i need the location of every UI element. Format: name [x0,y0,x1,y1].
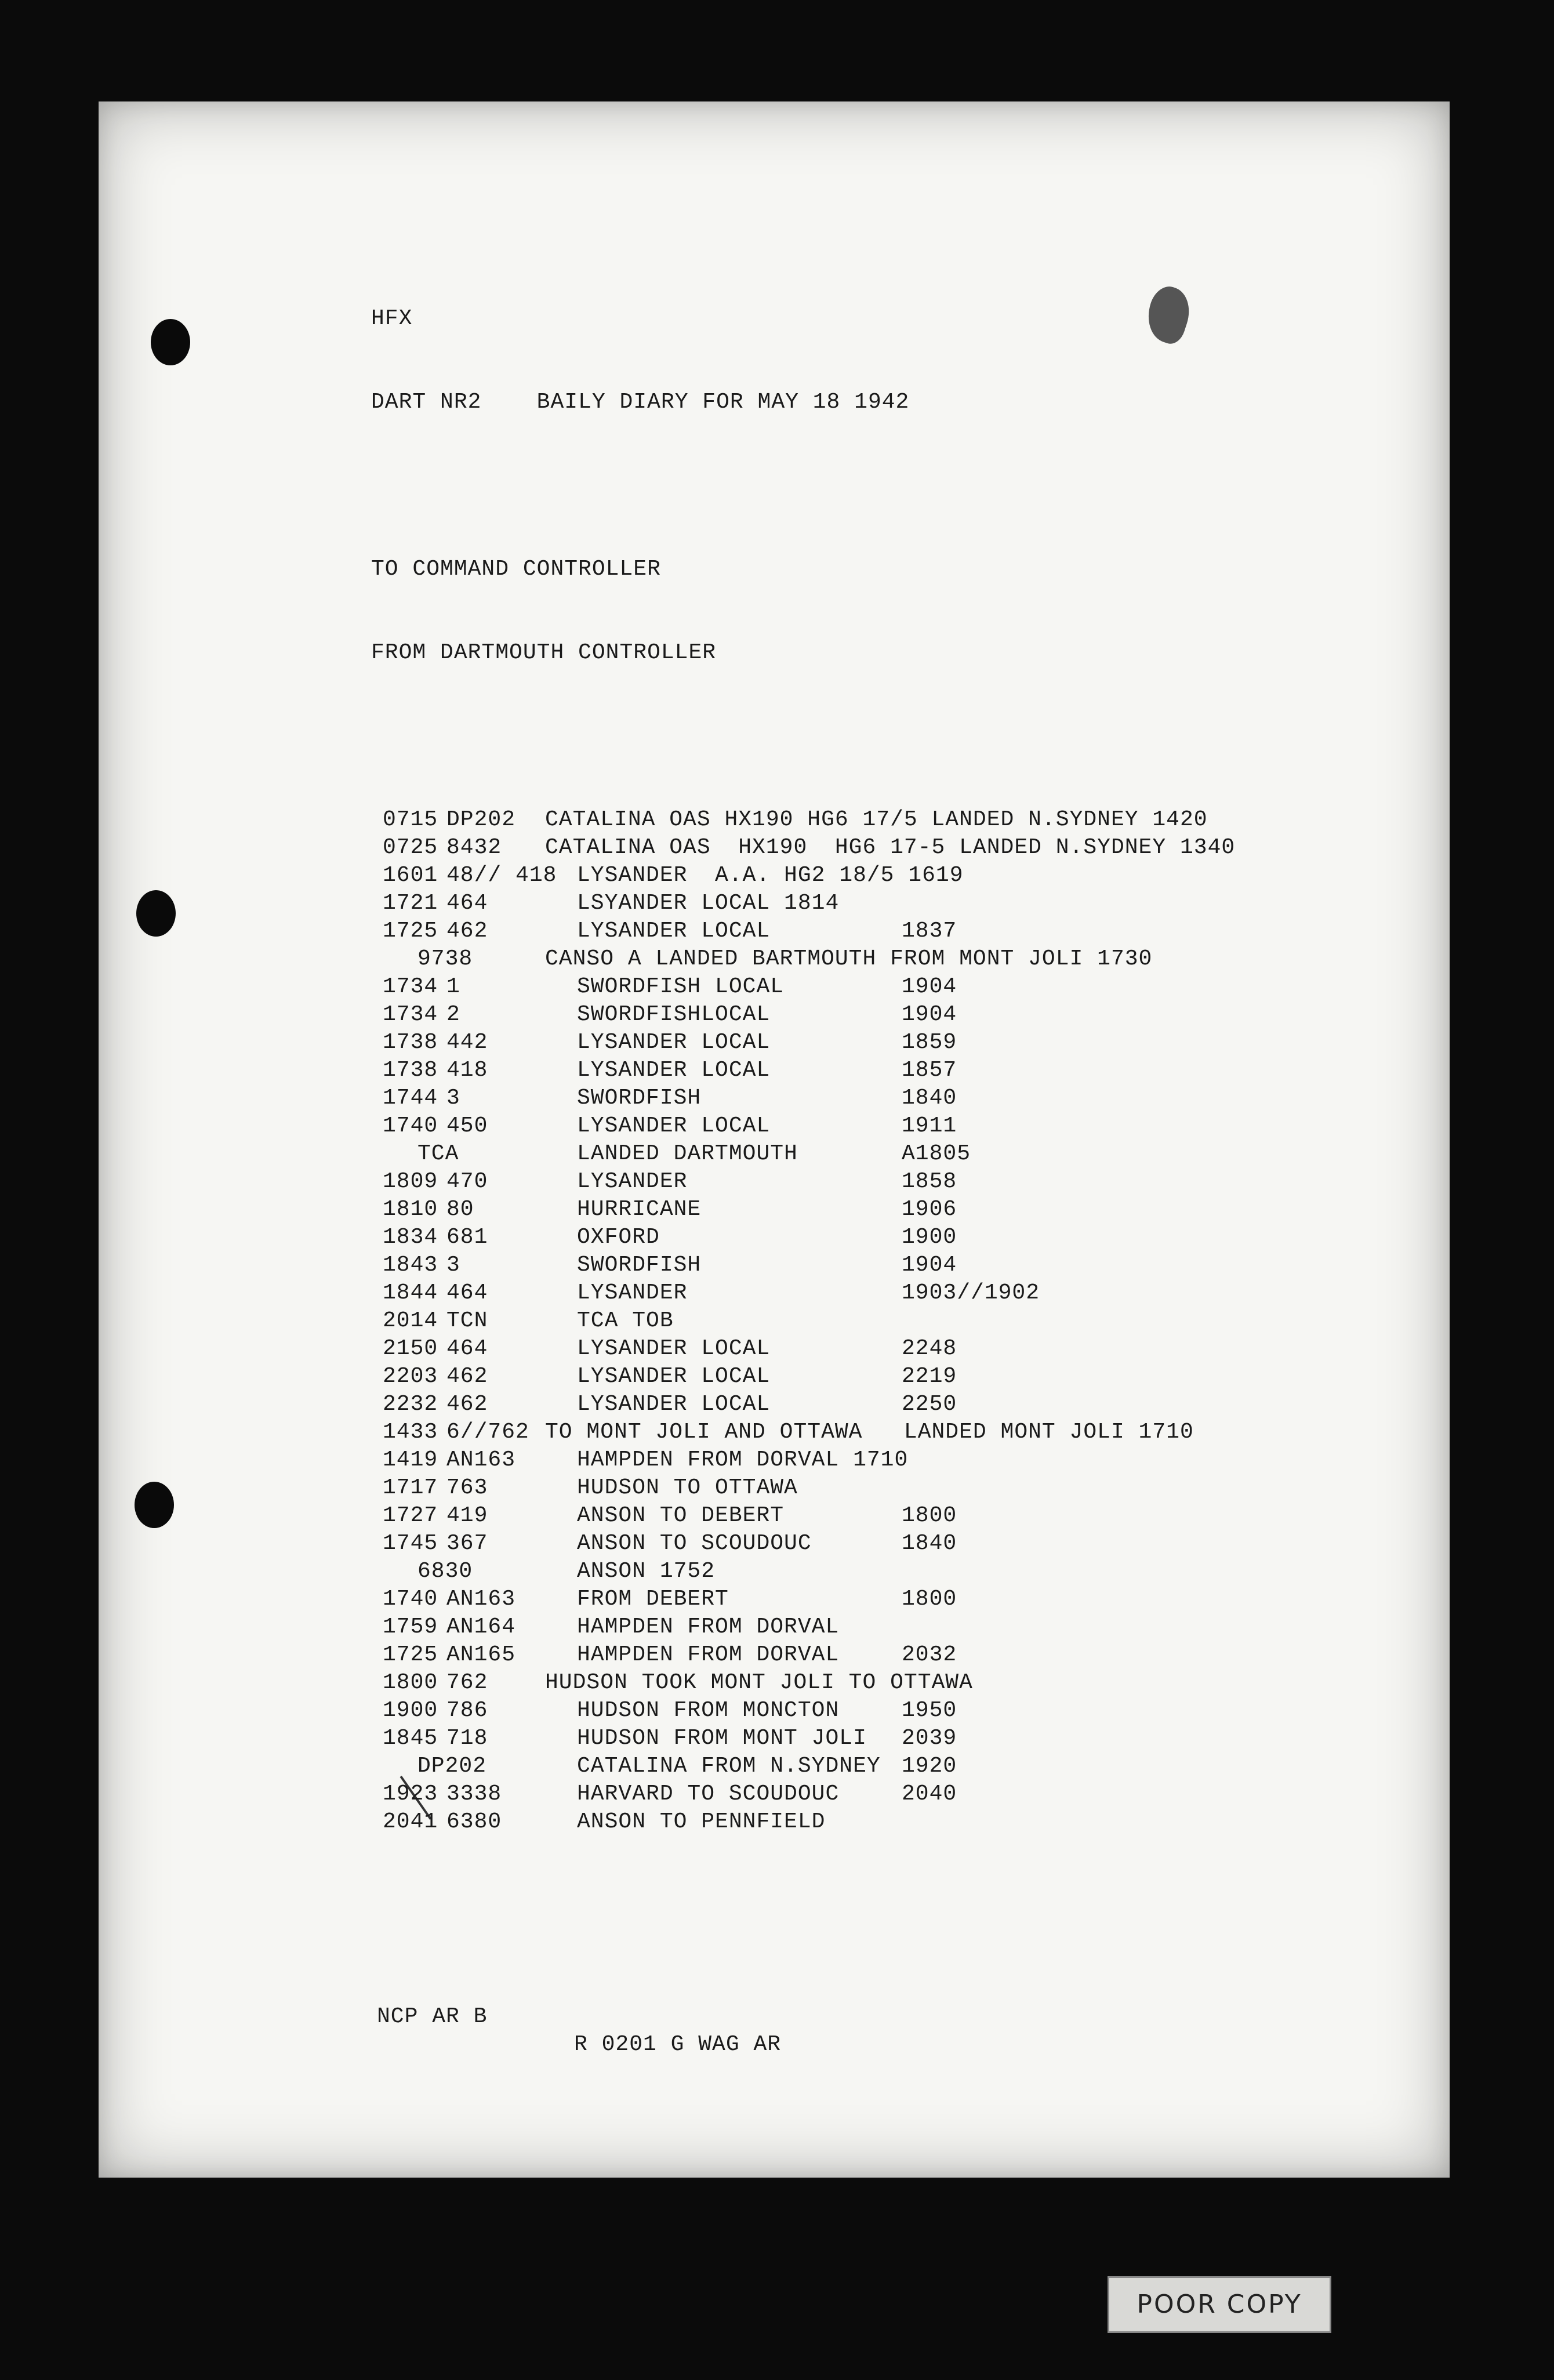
entry-time: 1419 [383,1447,438,1472]
diary-row [371,1251,957,1279]
entry-description: FROM DEBERT [577,1587,729,1612]
diary-title: BAILY DIARY FOR MAY 18 1942 [536,390,910,415]
entry-time: 1727 [383,1503,438,1528]
diary-row [371,1140,971,1168]
entry-time: 1810 [383,1197,438,1222]
poor-copy-stamp: POOR COPY [1108,2276,1331,2333]
aircraft-id: AN163 [446,1447,516,1472]
aircraft-id: 462 [446,1392,488,1417]
landed-time: 1920 [902,1754,957,1779]
landed-time: 2219 [902,1364,957,1389]
entry-description: TCA TOB [577,1308,674,1333]
landed-time: 2040 [902,1782,957,1806]
landed-time: 1800 [902,1503,957,1528]
diary-row [371,1363,957,1391]
diary-text [371,249,1236,2057]
aircraft-id: 8432 [446,835,502,860]
diary-row [371,1502,957,1530]
entry-time: 1725 [383,919,438,944]
diary-row [371,1307,909,1335]
aircraft-id: 786 [446,1698,488,1723]
entry-time: 1745 [383,1531,438,1556]
aircraft-id: 762 [446,1670,488,1695]
entry-time: 1725 [383,1642,438,1667]
landed-time: 1904 [902,1253,957,1278]
aircraft-id: AN165 [446,1642,516,1667]
landed-time: 1840 [902,1086,957,1111]
diary-row [371,1558,909,1586]
landed-time: 2250 [902,1392,957,1417]
entry-description: ANSON 1752 [577,1559,716,1584]
aircraft-id: 470 [446,1169,488,1194]
aircraft-id: DP202 [446,807,516,832]
landed-time: 1903//1902 [902,1280,1040,1305]
entry-description: ANSON TO SCOUDOUC [577,1531,812,1556]
entry-description: LYSANDER LOCAL [577,1113,771,1138]
entry-time: 1843 [383,1253,438,1278]
landed-time: 1800 [902,1587,957,1612]
diary-row [371,1391,957,1418]
diary-row [371,1057,957,1084]
entry-time: 1844 [383,1280,438,1305]
entry-description: HAMPDEN FROM DORVAL [577,1642,840,1667]
entry-time: 1433 [383,1420,438,1445]
diary-row [371,1418,1194,1446]
diary-row [371,1084,957,1112]
landed-time: 1950 [902,1698,957,1723]
entry-description: ANSON TO DEBERT [577,1503,785,1528]
entry-time: 1738 [383,1058,438,1083]
aircraft-id: AN163 [446,1587,516,1612]
entry-description: LYSANDER LOCAL [577,1058,771,1083]
aircraft-id: 9738 [417,946,473,971]
entry-description: LYSANDER LOCAL [577,1336,771,1361]
entry-description: SWORDFISH [577,1253,702,1278]
aircraft-id: 462 [446,1364,488,1389]
entry-time: 1740 [383,1587,438,1612]
entry-description: HAMPDEN FROM DORVAL 1710 [577,1447,909,1472]
aircraft-id: 1 [446,974,460,999]
landed-time: 1904 [902,974,957,999]
entry-time: 1809 [383,1169,438,1194]
entry-description: LYSANDER LOCAL [577,919,771,944]
entry-time: 1734 [383,1002,438,1027]
entry-time: 1759 [383,1615,438,1639]
dart-number: DART NR2 [371,390,482,415]
entry-description: OXFORD [577,1225,660,1250]
landed-time: 2032 [902,1642,957,1667]
entry-description: LYSANDER [577,1169,688,1194]
diary-row [371,1725,957,1753]
entry-time: 2014 [383,1308,438,1333]
punch-hole [135,1482,174,1528]
entry-description: HUDSON FROM MONT JOLI [577,1726,867,1751]
diary-row [371,1001,957,1029]
aircraft-id: 6380 [446,1809,502,1834]
diary-row [371,1753,957,1780]
punch-hole [136,890,176,937]
landed-time: 1911 [902,1113,957,1138]
entry-description: LYSANDER [577,1280,688,1305]
footer-right: R 0201 G WAG AR [574,2032,782,2057]
entry-description: HUDSON FROM MONCTON [577,1698,840,1723]
diary-row [371,945,1153,973]
landed-time: 1859 [902,1030,957,1055]
entry-description: HAMPDEN FROM DORVAL [577,1615,840,1639]
entry-description: LYSANDER A.A. HG2 18/5 1619 [577,863,964,888]
aircraft-id: 464 [446,891,488,916]
aircraft-id: 464 [446,1280,488,1305]
entry-time: 1744 [383,1086,438,1111]
entry-time: 1738 [383,1030,438,1055]
entry-description: LYSANDER LOCAL [577,1364,771,1389]
diary-row [371,1586,957,1613]
entry-description: SWORDFISH LOCAL [577,974,785,999]
aircraft-id: TCN [446,1308,488,1333]
entry-time: 1900 [383,1698,438,1723]
landed-time: 1837 [902,919,957,944]
diary-row [371,1112,957,1140]
diary-row [371,917,957,945]
diary-row [371,862,964,890]
aircraft-id: 48// 418 [446,863,557,888]
landed-time: A1805 [902,1141,971,1166]
entry-description: HUDSON TO OTTAWA [577,1475,798,1500]
landed-time: 1858 [902,1169,957,1194]
aircraft-id: 681 [446,1225,488,1250]
landed-time: 1840 [902,1531,957,1556]
diary-row [371,806,1208,834]
diary-row [371,1335,957,1363]
aircraft-id: 718 [446,1726,488,1751]
entry-description: SWORDFISHLOCAL [577,1002,771,1027]
entry-time: 1923 [383,1782,438,1806]
diary-row [371,834,1236,862]
entry-description: CANSO A LANDED BARTMOUTH FROM MONT JOLI 1730 [545,946,1153,971]
entry-time: 1717 [383,1475,438,1500]
entry-description: CATALINA FROM N.SYDNEY [577,1754,881,1779]
aircraft-id: 3 [446,1253,460,1278]
entry-description: LSYANDER LOCAL 1814 [577,891,840,916]
aircraft-id: 462 [446,919,488,944]
aircraft-id: 763 [446,1475,488,1500]
aircraft-id: 367 [446,1531,488,1556]
diary-row [371,1530,957,1558]
entry-description: HUDSON TOOK MONT JOLI TO OTTAWA [545,1670,973,1695]
entry-time: 2150 [383,1336,438,1361]
aircraft-id: TCA [417,1141,459,1166]
aircraft-id: 2 [446,1002,460,1027]
entry-time: 1800 [383,1670,438,1695]
ink-blot [1141,282,1196,347]
aircraft-id: AN164 [446,1615,516,1639]
diary-row [371,973,957,1001]
aircraft-id: 6830 [417,1559,473,1584]
entry-time: 1601 [383,863,438,888]
aircraft-id: 80 [446,1197,474,1222]
diary-row [371,1808,909,1836]
from-line: FROM DARTMOUTH CONTROLLER [371,640,717,665]
landed-time: 2248 [902,1336,957,1361]
aircraft-id: 3 [446,1086,460,1111]
diary-row [371,1168,957,1196]
diary-row [371,1697,957,1725]
entry-description: ANSON TO PENNFIELD [577,1809,826,1834]
entry-description: TO MONT JOLI AND OTTAWA LANDED MONT JOLI 1710 [545,1420,1194,1445]
entry-description: LYSANDER LOCAL [577,1392,771,1417]
landed-time: 2039 [902,1726,957,1751]
diary-row [371,1474,909,1502]
entry-description: LYSANDER LOCAL [577,1030,771,1055]
diary-row [371,890,909,917]
diary-row [371,1780,957,1808]
entry-description: CATALINA OAS HX190 HG6 17-5 LANDED N.SYDNEY 1340 [545,835,1236,860]
aircraft-id: 418 [446,1058,488,1083]
diary-row [371,1279,1040,1307]
aircraft-id: 450 [446,1113,488,1138]
to-line: TO COMMAND CONTROLLER [371,557,661,582]
diary-row [371,1446,909,1474]
aircraft-id: 464 [446,1336,488,1361]
diary-row [371,1613,909,1641]
entry-time: 2041 [383,1809,438,1834]
entry-time: 1734 [383,974,438,999]
landed-time: 1857 [902,1058,957,1083]
entry-time: 0715 [383,807,438,832]
footer-left: NCP AR B [377,2004,488,2029]
entry-time: 1834 [383,1225,438,1250]
footer-line [371,1975,909,2057]
aircraft-id: 6//762 [446,1420,529,1445]
entry-time: 1845 [383,1726,438,1751]
entry-description: HURRICANE [577,1197,702,1222]
entry-description: HARVARD TO SCOUDOUC [577,1782,840,1806]
diary-row [371,1669,973,1697]
aircraft-id: 3338 [446,1782,502,1806]
diary-row [371,1641,957,1669]
diary-row [371,1029,957,1057]
title-line [371,389,909,416]
diary-row [371,1196,957,1224]
punch-hole [151,319,190,365]
entry-time: 0725 [383,835,438,860]
landed-time: 1900 [902,1225,957,1250]
aircraft-id: 419 [446,1503,488,1528]
entry-time: 1740 [383,1113,438,1138]
entry-time: 1721 [383,891,438,916]
station-code: HFX [371,306,413,331]
entry-description: LANDED DARTMOUTH [577,1141,798,1166]
diary-row [371,1224,957,1251]
entry-description: CATALINA OAS HX190 HG6 17/5 LANDED N.SYDNEY 1420 [545,807,1208,832]
entry-time: 2203 [383,1364,438,1389]
diary-entries [371,806,1236,1836]
entry-time: 2232 [383,1392,438,1417]
landed-time: 1904 [902,1002,957,1027]
entry-description: SWORDFISH [577,1086,702,1111]
aircraft-id: DP202 [417,1754,487,1779]
aircraft-id: 442 [446,1030,488,1055]
landed-time: 1906 [902,1197,957,1222]
